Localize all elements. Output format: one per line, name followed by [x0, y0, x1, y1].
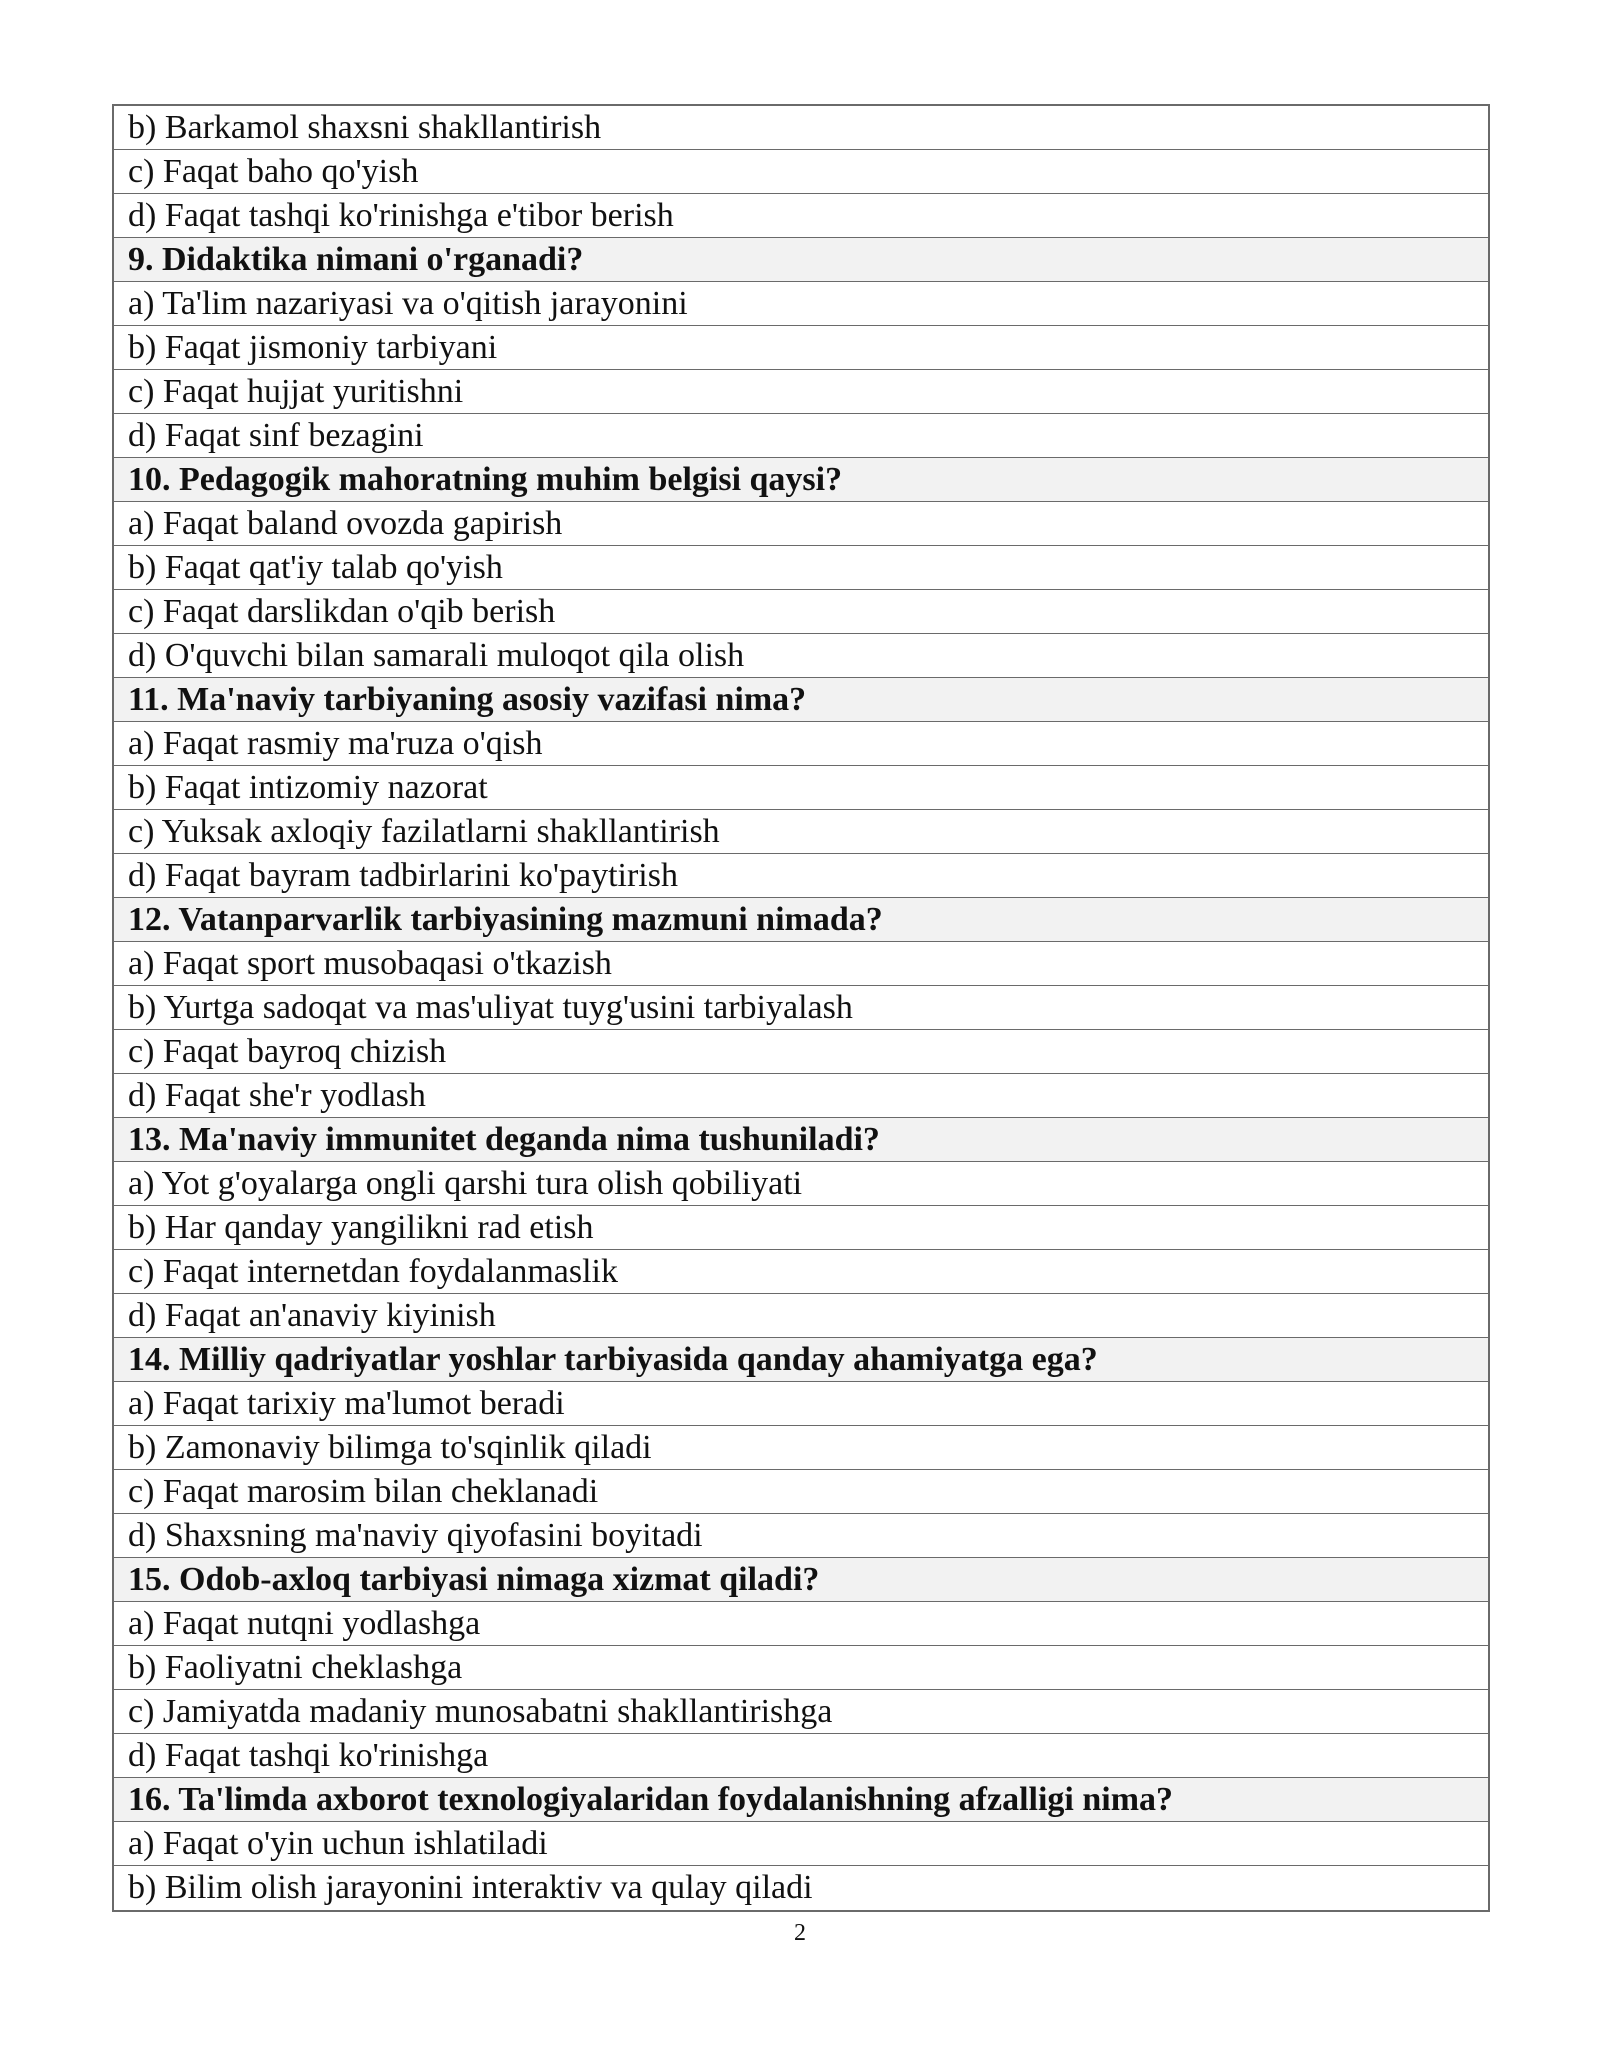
answer-option-row: a) Yot g'oyalarga ongli qarshi tura olish qobiliyati — [114, 1162, 1488, 1206]
answer-option-row: c) Jamiyatda madaniy munosabatni shakllantirishga — [114, 1690, 1488, 1734]
answer-option-row: a) Faqat o'yin uchun ishlatiladi — [114, 1822, 1488, 1866]
answer-option-row: b) Barkamol shaxsni shakllantirish — [114, 106, 1488, 150]
answer-option-row: c) Faqat bayroq chizish — [114, 1030, 1488, 1074]
question-row: 15. Odob-axloq tarbiyasi nimaga xizmat qiladi? — [114, 1558, 1488, 1602]
answer-option-row: d) Faqat bayram tadbirlarini ko'paytirish — [114, 854, 1488, 898]
answer-option-row: c) Faqat hujjat yuritishni — [114, 370, 1488, 414]
answer-option-row: d) Faqat sinf bezagini — [114, 414, 1488, 458]
answer-option-row: c) Faqat marosim bilan cheklanadi — [114, 1470, 1488, 1514]
answer-option-row: c) Faqat darslikdan o'qib berish — [114, 590, 1488, 634]
answer-option-row: d) O'quvchi bilan samarali muloqot qila olish — [114, 634, 1488, 678]
answer-option-row: a) Faqat tarixiy ma'lumot beradi — [114, 1382, 1488, 1426]
answer-option-row: c) Yuksak axloqiy fazilatlarni shakllantirish — [114, 810, 1488, 854]
page-number: 2 — [794, 1920, 806, 1946]
question-row: 11. Ma'naviy tarbiyaning asosiy vazifasi nima? — [114, 678, 1488, 722]
answer-option-row: d) Faqat tashqi ko'rinishga — [114, 1734, 1488, 1778]
answer-option-row: c) Faqat baho qo'yish — [114, 150, 1488, 194]
answer-option-row: b) Har qanday yangilikni rad etish — [114, 1206, 1488, 1250]
question-row: 9. Didaktika nimani o'rganadi? — [114, 238, 1488, 282]
question-row: 13. Ma'naviy immunitet deganda nima tushuniladi? — [114, 1118, 1488, 1162]
answer-option-row: b) Yurtga sadoqat va mas'uliyat tuyg'usini tarbiyalash — [114, 986, 1488, 1030]
answer-option-row: b) Bilim olish jarayonini interaktiv va qulay qiladi — [128, 1869, 813, 1906]
answer-option-row: a) Ta'lim nazariyasi va o'qitish jarayonini — [114, 282, 1488, 326]
answer-option-row: a) Faqat sport musobaqasi o'tkazish — [114, 942, 1488, 986]
answer-option-row: d) Faqat tashqi ko'rinishga e'tibor berish — [114, 194, 1488, 238]
question-row: 12. Vatanparvarlik tarbiyasining mazmuni nimada? — [114, 898, 1488, 942]
answer-option-row: a) Faqat baland ovozda gapirish — [114, 502, 1488, 546]
answer-option-row: b) Faqat jismoniy tarbiyani — [114, 326, 1488, 370]
question-row: 16. Ta'limda axborot texnologiyalaridan foydalanishning afzalligi nima? — [114, 1778, 1488, 1822]
answer-option-row: b) Faoliyatni cheklashga — [114, 1646, 1488, 1690]
quiz-table — [112, 104, 1490, 1912]
answer-option-row: b) Faqat intizomiy nazorat — [114, 766, 1488, 810]
answer-option-row: d) Faqat an'anaviy kiyinish — [114, 1294, 1488, 1338]
answer-option-row: d) Faqat she'r yodlash — [114, 1074, 1488, 1118]
answer-option-row: d) Shaxsning ma'naviy qiyofasini boyitadi — [114, 1514, 1488, 1558]
question-row: 10. Pedagogik mahoratning muhim belgisi qaysi? — [114, 458, 1488, 502]
answer-option-row: c) Faqat internetdan foydalanmaslik — [114, 1250, 1488, 1294]
answer-option-row: b) Zamonaviy bilimga to'sqinlik qiladi — [114, 1426, 1488, 1470]
question-row: 14. Milliy qadriyatlar yoshlar tarbiyasida qanday ahamiyatga ega? — [114, 1338, 1488, 1382]
answer-option-row: a) Faqat nutqni yodlashga — [114, 1602, 1488, 1646]
answer-option-row: b) Faqat qat'iy talab qo'yish — [114, 546, 1488, 590]
answer-option-row: a) Faqat rasmiy ma'ruza o'qish — [114, 722, 1488, 766]
